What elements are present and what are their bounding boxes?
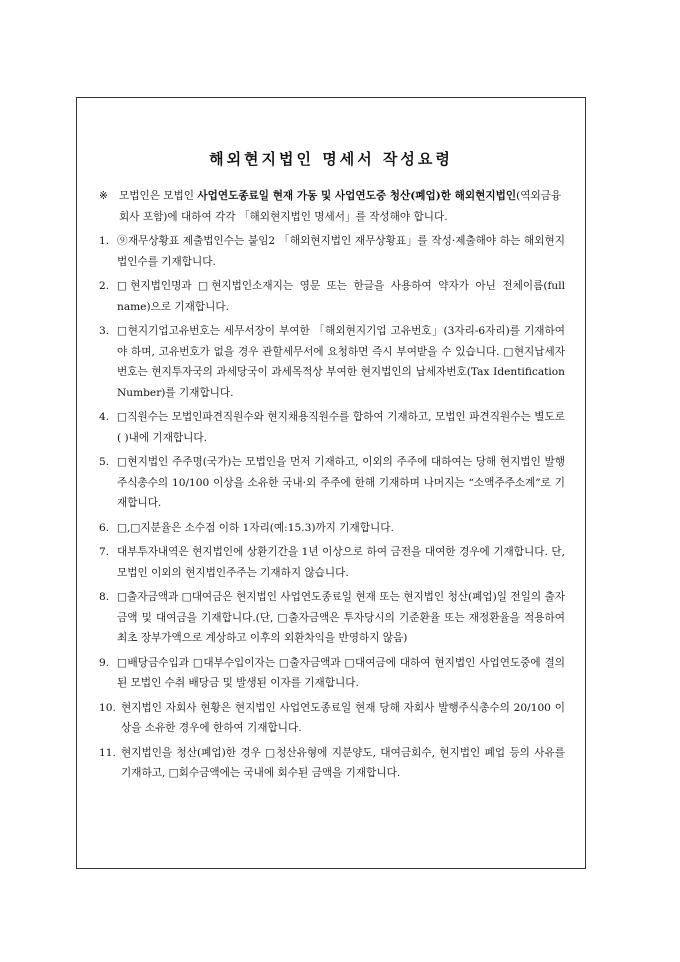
note-prefix: 모법인은 모법인 bbox=[119, 190, 198, 202]
item-text: □현지법인 주주명(국가)는 모법인을 먼저 기재하고, 이외의 주주에 대하여는 당해 현지법인 발행주식총수의 10/100 이상을 소유한 국내·외 주주에 한해 기재하며 나머지는 “소액주주소계”로 기재합니다. bbox=[117, 456, 565, 509]
item-text: 현지법인을 청산(폐업)한 경우 □청산유형에 지분양도, 대여금회수, 현지법인 폐업 등의 사유를 기재하고, □회수금액에는 국내에 회수된 금액을 기재합니다. bbox=[121, 746, 565, 779]
item-number: 5. bbox=[99, 456, 110, 468]
item-number: 4. bbox=[99, 411, 110, 423]
note-bold: 사업연도종료일 현재 가동 및 사업연도중 청산(폐업)한 해외현지법인 bbox=[197, 190, 517, 202]
item-number: 11. bbox=[99, 746, 116, 759]
page-title: 해외현지법인 명세서 작성요령 bbox=[209, 150, 453, 168]
instruction-list bbox=[99, 186, 565, 788]
item-text: □현지기업고유번호는 세무서장이 부여한 「해외현지기업 고유번호」(3자리-6자리)를 기재하여야 하며, 고유번호가 없을 경우 관할세무서에 요청하면 즉시 부여받을 수 있습니다. □현지납세자번호는 현지투자국의 과세당국이 과세목적상 부여한 현지법인의 납세자번호(Tax Identification Number)를 기재합니다. bbox=[117, 325, 565, 399]
list-item bbox=[99, 518, 565, 539]
item-number: 1. bbox=[99, 235, 110, 247]
list-item bbox=[99, 698, 565, 739]
item-number: 9. bbox=[99, 656, 110, 669]
item-number: 3. bbox=[99, 325, 110, 337]
item-text: 현지법인 자회사 현황은 현지법인 사업연도종료일 현재 당해 자회사 발행주식총수의 20/100 이상을 소유한 경우에 한하여 기재합니다. bbox=[121, 701, 565, 734]
item-number: 2. bbox=[99, 280, 110, 292]
item-text: □,□지분율은 소수점 이하 1자리(예:15.3)까지 기재합니다. bbox=[117, 521, 394, 534]
list-item bbox=[99, 653, 565, 694]
item-text: □현지법인명과 □현지법인소재지는 영문 또는 한글을 사용하여 약자가 아닌 전체이름(full name)으로 기재합니다. bbox=[117, 280, 565, 313]
list-item bbox=[99, 743, 565, 784]
reference-mark: ※ bbox=[99, 190, 108, 202]
document-frame bbox=[76, 97, 586, 869]
list-item bbox=[99, 276, 565, 317]
list-item bbox=[99, 587, 565, 649]
item-text: □출자금액과 □대여금은 현지법인 사업연도종료일 현재 또는 현지법인 청산(폐업)일 전일의 출자금액 및 대여금을 기재합니다.(단, □출자금액은 투자당시의 기준환율 또는 재정환율을 적용하여 최초 장부가액으로 계상하고 이후의 외환차익을 반영하지 않음) bbox=[117, 591, 565, 644]
item-text: □직원수는 모법인파견직원수와 현지채용직원수를 합하여 기재하고, 모법인 파견직원수는 별도로 ( )내에 기재합니다. bbox=[117, 411, 565, 444]
item-number: 10. bbox=[99, 701, 116, 714]
item-text: ⑨재무상황표 제출법인수는 붙임2 「해외현지법인 재무상황표」를 작성·제출해야 하는 해외현지법인수를 기재합니다. bbox=[117, 235, 565, 268]
item-number: 6. bbox=[99, 521, 110, 534]
list-item bbox=[99, 542, 565, 583]
note-suffix: (역외금융회사 포함)에 대하여 각각 「해외현지법인 명세서」를 작성해야 합니다. bbox=[119, 190, 562, 223]
item-text: □배당금수입과 □대부수입이자는 □출자금액과 □대여금에 대하여 현지법인 사업연도중에 결의된 모법인 수취 배당금 및 발생된 이자를 기재합니다. bbox=[117, 656, 565, 689]
item-number: 7. bbox=[99, 546, 110, 558]
list-item bbox=[99, 231, 565, 272]
item-text: 대부투자내역은 현지법인에 상환기간을 1년 이상으로 하여 금전을 대여한 경우에 기재합니다. 단, 모법인 이외의 현지법인주주는 기재하지 않습니다. bbox=[117, 546, 565, 579]
item-number: 8. bbox=[99, 591, 110, 603]
list-item bbox=[99, 452, 565, 514]
list-item bbox=[99, 407, 565, 448]
intro-note bbox=[99, 186, 565, 227]
list-item bbox=[99, 321, 565, 403]
